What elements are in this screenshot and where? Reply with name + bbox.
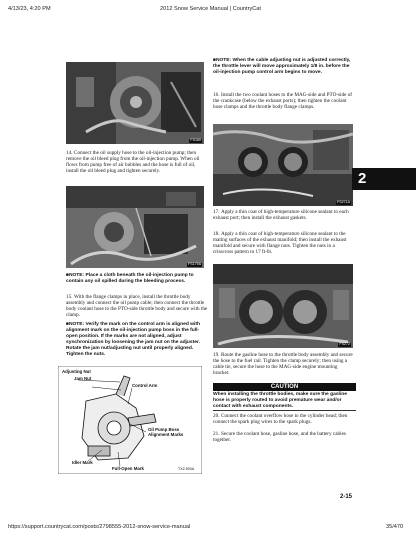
print-url[interactable]: https://support.countrycat.com/posts/2798555-2012-snow-service-manual [8,524,191,530]
figure-id: FS179A [188,262,201,267]
step-14 [66,150,208,174]
step-text: Install the two coolant hoses to the MAG-side and PTO-side of the crankcase (below the exhaust ports); then tighten the coolant hose clamps and the throttle body flange clamps. [213,92,353,111]
step-text: With the flange clamps in place, install the throttle body assembly and connect the oil pump cable; then connect the throttle body coolant hose to the PTO-side throttle body and secure with the clamp. [66,294,208,319]
step-number: 21. [213,431,220,437]
step-text: Apply a thin coat of high-temperature silicone sealant to the mating surfaces of the exhaust manifold; then install the exhaust manifold and secure with flange nuts. Tighten the nuts in a crisscross pattern to 17 ft-lb. [213,231,347,256]
print-datetime: 4/13/23, 4:20 PM [8,6,51,12]
step-text: Apply a thin coat of high-temperature silicone sealant to each exhaust port; then install the exhaust gaskets. [213,209,349,222]
step-number: 19. [213,352,220,358]
step-15 [66,294,208,318]
engine-photo-exhaust-ports [213,124,353,206]
step-20 [213,413,354,425]
label-oil-pump-boss: Oil Pump Boss [148,427,180,432]
step-number: 18. [213,231,220,237]
label-full-open-mark: Full-Open Mark [112,466,144,471]
figure-id: FS272 [339,342,350,347]
engine-photo-oil-pump [66,62,204,144]
step-number: 20. [213,413,220,419]
figure-id: TX2-903A [178,467,195,471]
note-cloth: ■NOTE: Place a cloth beneath the oil-injection pump to contain any oil spilled during the bleeding process. [66,273,194,284]
step-19 [213,352,354,376]
print-page-count: 35/470 [386,524,404,530]
step-18 [213,231,354,255]
label-idler-mark: Idler Mark [72,460,93,465]
step-16 [213,92,354,110]
caution-heading: CAUTION [213,383,356,391]
section-tab: 2 [352,168,416,190]
step-text: Route the gasline hose to the throttle body assembly and secure the hose to the fuel rail. Tighten the clamp securely; then using a cable tie, secure the hose to the MAG-side engine mounting bracket. [213,352,353,377]
step-text: Connect the oil supply hose to the oil-injection pump; then remove the oil bleed plug from the oil-injection pump. When oil flows from pump free of air bubbles and the hose is full of oil, install the oil bleed plug and tighten securely. [66,150,200,175]
step-17 [213,209,354,221]
step-text: Secure the coolant hose, gasline hose, and the battery cables together. [213,431,346,444]
step-number: 16. [213,92,220,98]
step-number: 17. [213,209,220,215]
label-adjusting-nut: Adjusting Nut [62,369,91,374]
step-number: 15. [66,294,73,300]
figure-id: FS271A [337,200,350,205]
engine-photo-bleed-plug [66,186,204,268]
step-number: 14. [66,150,73,156]
caution-divider [213,410,356,411]
note-alignment: ■NOTE: Verify the mark on the control arm is aligned with alignment mark on the oil-injection pump boss in the full-open position. If the marks are not aligned, adjust synchronization by loosening the jam nut on the adjuster. Rotate the jam nut/adjusting nut until properly aligned. Tighten the nuts. [66,322,200,357]
label-jam-nut: Jam Nut [74,376,92,381]
label-control-arm: Control Arm [132,383,158,388]
page-number: 2-15 [340,494,353,500]
step-text: Connect the coolant overflow hose to the cylinder head; then connect the spark plug wires to the spark plugs. [213,413,348,426]
engine-photo-gasline [213,264,353,348]
throttle-alignment-diagram [58,366,202,474]
step-21 [213,431,354,443]
figure-id: FS180 [190,138,201,143]
caution-text: When installing the throttle bodies, make sure the gasline hose is properly routed to avoid premature wear and/or contact with exhaust components. [213,392,347,409]
print-page-title: 2012 Snow Service Manual | CountryCat [160,6,261,12]
note-cable-adjust: ■NOTE: When the cable adjusting nut is adjusted correctly, the throttle lever will move approximately 1/8 in. before the oil-injection pump control arm begins to move. [213,58,351,75]
label-alignment-marks: Alignment Marks [148,432,184,437]
